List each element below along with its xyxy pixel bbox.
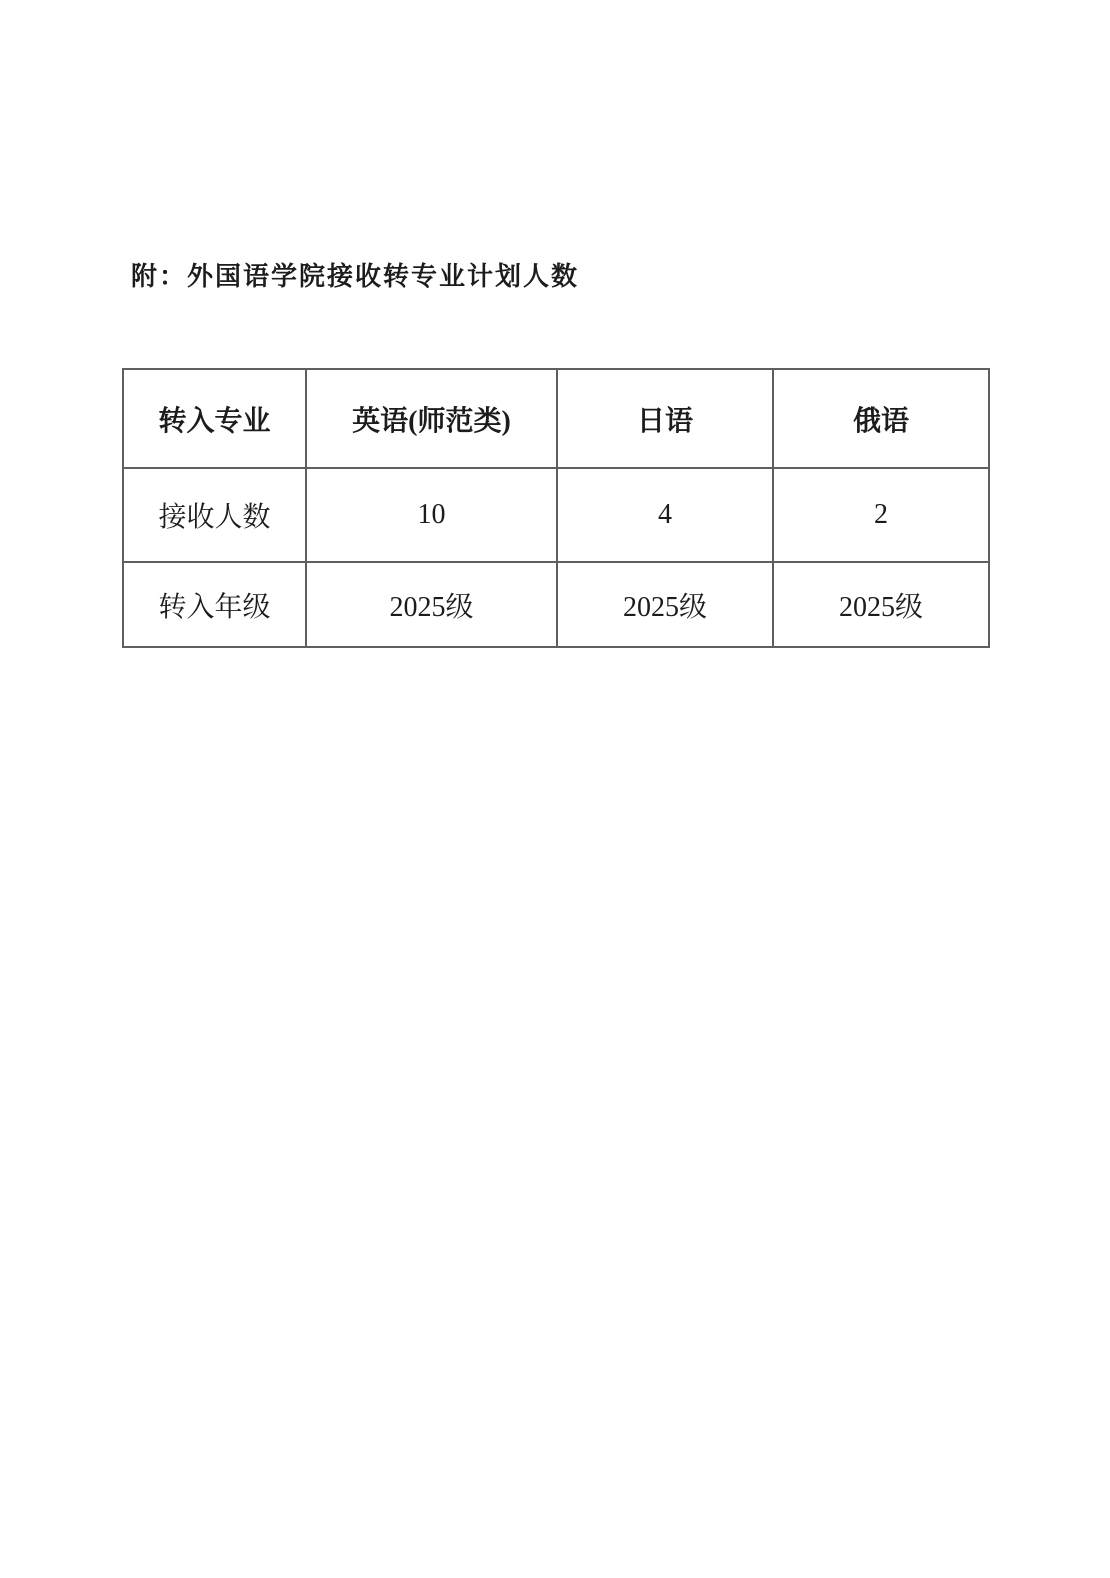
cell-accept-count-english: 10: [306, 468, 557, 562]
cell-grade-english: 2025级: [306, 562, 557, 647]
row-label-accept-count: 接收人数: [123, 468, 306, 562]
cell-accept-count-japanese: 4: [557, 468, 773, 562]
cell-accept-count-russian: 2: [773, 468, 989, 562]
row-label-transfer-grade: 转入年级: [123, 562, 306, 647]
table-header-row: [123, 369, 989, 468]
table-row-accept-count: [123, 468, 989, 562]
cell-grade-japanese: 2025级: [557, 562, 773, 647]
transfer-plan-table: [122, 368, 990, 648]
attachment-title: 附：外国语学院接收转专业计划人数: [131, 262, 580, 291]
header-cell-transfer-major: 转入专业: [123, 369, 306, 468]
header-cell-russian: 俄语: [773, 369, 989, 468]
header-cell-english-normal: 英语(师范类): [306, 369, 557, 468]
cell-grade-russian: 2025级: [773, 562, 989, 647]
table-row-transfer-grade: [123, 562, 989, 647]
header-cell-japanese: 日语: [557, 369, 773, 468]
